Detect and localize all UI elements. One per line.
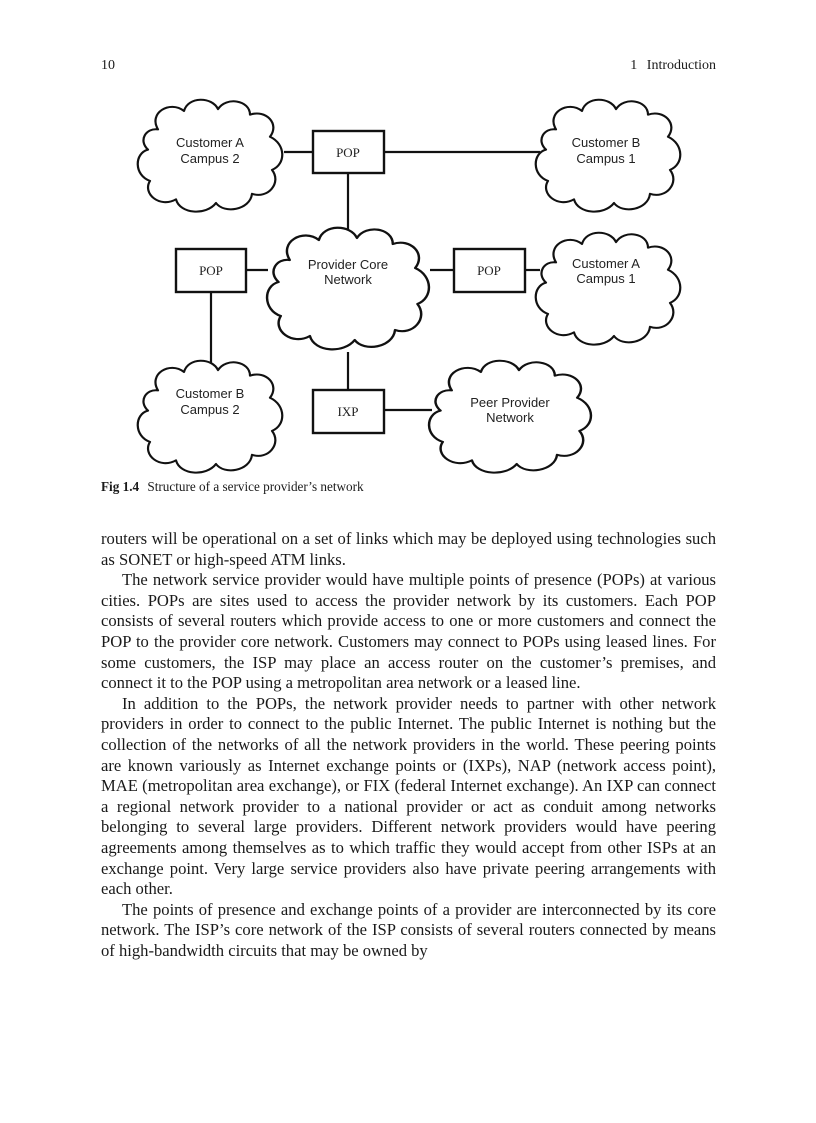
paragraph: The network service provider would have multiple points of presence (POPs) at various cities. POPs are sites used to access the provider network by its customers. Each POP consists of several routers which provide access to one or more customers and connect the POP to the provider core network. Customers may connect to POPs using leased lines. For some customers, the ISP may place an access router on the customer’s premises, and connect it to the POP using a metropolitan area network or a leased line. — [101, 570, 716, 693]
paragraph: routers will be operational on a set of links which may be deployed using technologies such as SONET or high-speed ATM links. — [101, 529, 716, 569]
svg-text:Campus 2: Campus 2 — [180, 402, 240, 417]
svg-text:Customer A: Customer A — [572, 256, 640, 271]
cloud-provider-core-network — [267, 228, 429, 350]
svg-text:POP: POP — [336, 145, 360, 160]
cloud-customer-a-campus-2 — [138, 100, 283, 212]
svg-text:Customer B: Customer B — [175, 386, 245, 401]
svg-text:Network: Network — [486, 410, 534, 425]
svg-text:Network: Network — [324, 272, 372, 287]
svg-text:Provider Core: Provider Core — [307, 257, 389, 272]
ixp-box — [313, 390, 384, 433]
network-structure-figure — [0, 0, 816, 475]
pop-box-right — [454, 249, 525, 292]
paragraph: The points of presence and exchange points of a provider are interconnected by its core network. The ISP’s core network of the ISP consists of several routers connected by means of high-bandwidth circuits that may be owned by — [101, 899, 716, 960]
body-text — [101, 529, 716, 961]
figure-caption — [101, 479, 364, 495]
cloud-peer-provider-network — [429, 361, 591, 473]
chapter-title: 1 Introduction — [630, 58, 716, 73]
svg-text:Customer A: Customer A — [176, 135, 244, 150]
figure-caption-text: Structure of a service provider’s network — [147, 479, 364, 494]
pop-box-left — [176, 249, 246, 292]
figure-number: Fig 1.4 — [101, 479, 140, 494]
svg-text:Customer B: Customer B — [571, 135, 641, 150]
svg-text:Campus 1: Campus 1 — [576, 271, 636, 286]
svg-text:Campus 2: Campus 2 — [180, 151, 240, 166]
svg-text:Peer Provider: Peer Provider — [470, 395, 550, 410]
svg-text:IXP: IXP — [337, 404, 359, 419]
cloud-customer-a-campus-1 — [536, 233, 681, 345]
cloud-customer-b-campus-1 — [536, 100, 681, 212]
svg-text:Campus 1: Campus 1 — [576, 151, 636, 166]
paragraph: In addition to the POPs, the network provider needs to partner with other network providers in order to connect to the public Internet. The public Internet is nothing but the collection of the networks of all the network providers in the world. These peering points are known variously as Internet exchange points or (IXPs), NAP (network access point), MAE (metropolitan area exchange), or FIX (federal Internet exchange). An IXP can connect a regional network provider to a national provider or act as conduit among networks belonging to several large providers. Different network providers would have peering agreements among themselves as to which traffic they would accept from other ISPs at an exchange point. Very large service providers also have private peering arrangements with each other. — [101, 693, 716, 899]
page-number: 10 — [101, 58, 115, 73]
svg-text:POP: POP — [199, 263, 223, 278]
cloud-customer-b-campus-2 — [138, 361, 283, 473]
svg-text:POP: POP — [477, 263, 501, 278]
pop-box-top — [313, 131, 384, 173]
